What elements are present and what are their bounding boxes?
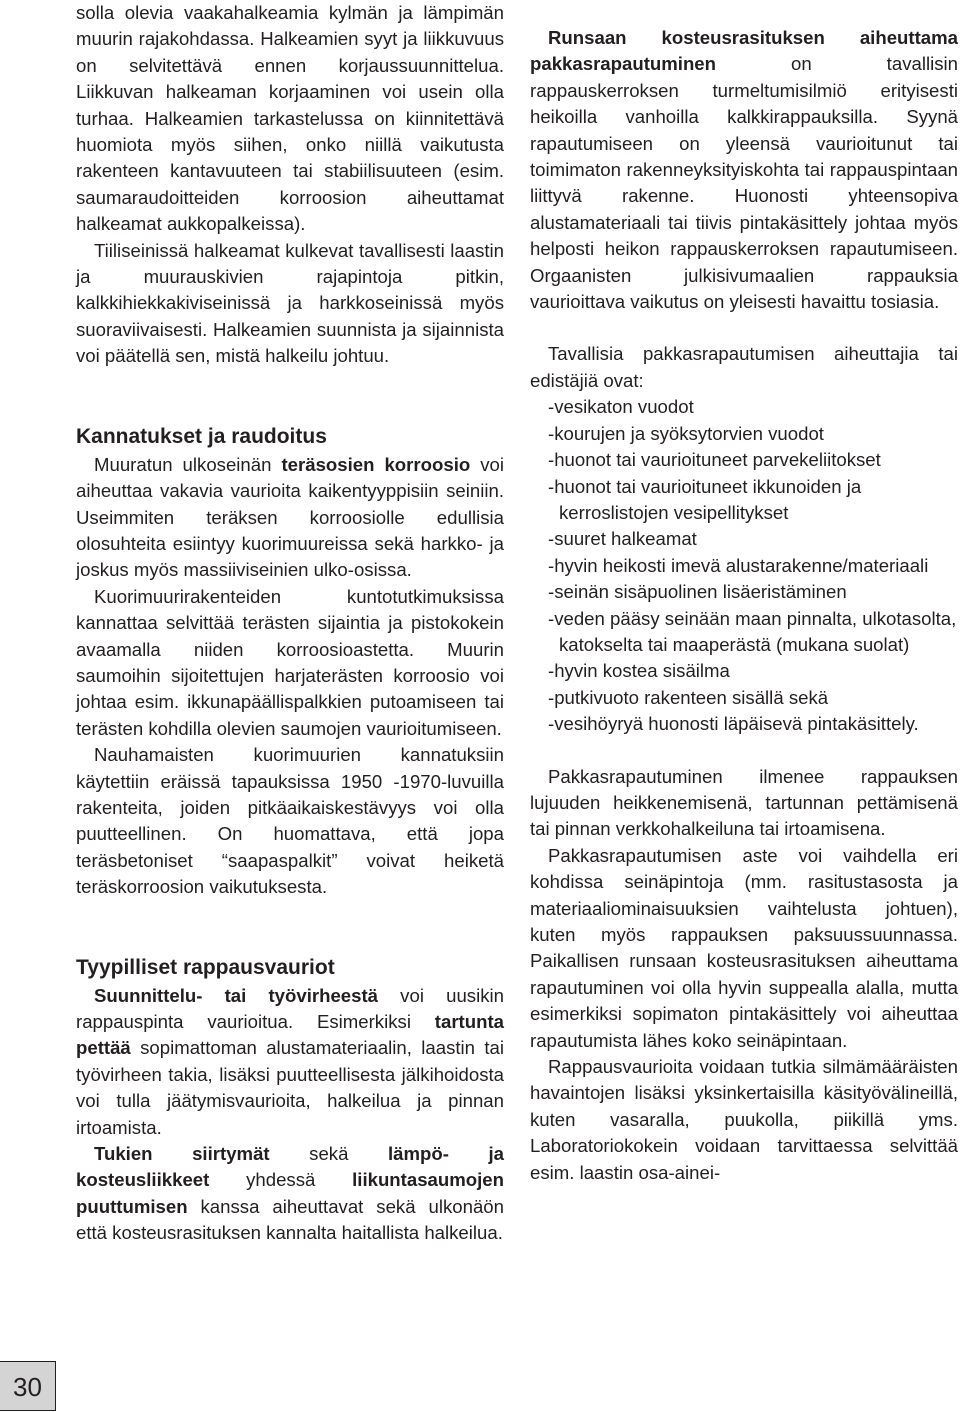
list-item: -veden pääsy seinään maan pinnalta, ulkotasolta, katokselta tai maaperästä (mukana suolat): [548, 607, 957, 655]
paragraph: solla olevia vaakahalkeamia kylmän ja lämpimän muurin rajakohdassa. Halkeamien syyt ja liikkuvuus on selvitettävä ennen korjaussuunnittelua. Liikkuvan halkeaman korjaaminen voi usein olla turhaa. Halkeamien tarkastelussa on kiinnitettävä huomiota myös siihen, onko niillä vaikutusta rakenteen kantavuuteen tai stabiilisuuteen (esim. saumaraudoitteiden korroosion aiheuttamat halkeamat aukkopalkeissa).: [76, 2, 504, 235]
paragraph: Rappausvaurioita voidaan tutkia silmämääräisten havaintojen lisäksi yksinkertaisilla käsityövälineillä, kuten vasaralla, puukolla, piikillä yms. Laboratoriokokein voidaan tarvittaessa selvittää esim. laastin osa-ainei-: [530, 1056, 958, 1183]
section-heading-rappausvauriot: Tyypilliset rappausvauriot: [76, 955, 335, 979]
paragraph: Pakkasrapautumisen aste voi vaihdella eri kohdissa seinäpintoja (mm. rasitustasosta ja materiaaliominaisuuksien vaihtelusta johtuen), kuten myös rappauksen paksuussuunnassa. Paikallisen runsaan kosteusrasituksen aiheuttama rapautuminen voi olla hyvin suppealla alalla, mutta esimerkiksi sopimaton pintakäsittely voi aiheuttaa rapautumista lähes koko seinäpintaan.: [530, 844, 958, 1051]
paragraph: Tukien siirtymät sekä lämpö- ja kosteusliikkeet yhdessä liikuntasaumojen puuttumisen kanssa aiheuttavat sekä ulkonäön että kosteusrasituksen kannalta haitallista halkeilua.: [76, 1143, 505, 1244]
paragraph: Pakkasrapautuminen ilmenee rappauksen lujuuden heikkenemisenä, tartunnan pettämisenä tai pinnan verkkohalkeiluna tai irtoamisena.: [530, 765, 958, 840]
list-intro: Tavallisia pakkasrapautumisen aiheuttajia tai edistäjiä ovat:: [530, 343, 958, 391]
list-item: -huonot tai vaurioituneet parvekeliitokset: [548, 449, 881, 471]
page-number: 30: [0, 1361, 56, 1411]
cause-list: [530, 394, 958, 737]
list-item: -huonot tai vaurioituneet ikkunoiden ja kerroslistojen vesipellitykset: [548, 475, 862, 523]
paragraph: Tiiliseinissä halkeamat kulkevat tavallisesti laastin ja muurauskivien rajapintoja pitkin, kalkkihiekkakiviseinissä ja harkkoseinissä myös suoraviivaisesti. Halkeamien suunnista ja sijainnista voi päätellä sen, mistä halkeilu johtuu.: [76, 239, 504, 367]
list-item: -vesikaton vuodot: [548, 396, 694, 418]
list-item: -hyvin kostea sisäilma: [548, 660, 730, 682]
list-item: -suuret halkeamat: [548, 528, 697, 550]
right-column: [530, 0, 958, 1186]
list-item: -kourujen ja syöksytorvien vuodot: [548, 422, 824, 444]
paragraph: Nauhamaisten kuorimuurien kannatuksiin käytettiin eräissä tapauksissa 1950 -1970-luvuilla rakenteita, joiden pitkäaikaiskestävyys voi olla puutteellinen. On huomattava, että jopa teräsbetoniset “saapaspalkit” voivat heiketä teräskorroosion vaikutuksesta.: [76, 744, 504, 898]
paragraph: Kuorimuurirakenteiden kuntotutkimuksissa kannattaa selvittää terästen sijaintia ja pistokokein avaamalla niiden korroosioastetta. Muurin saumoihin sijoitettujen harjaterästen korroosio voi johtaa esim. ikkunapäällispalkkien putoamiseen tai terästen kohdilla olevien saumojen vaurioitumiseen.: [76, 585, 504, 739]
list-item: -seinän sisäpuolinen lisäeristäminen: [548, 581, 847, 603]
section-heading-kannatukset: Kannatukset ja raudoitus: [76, 424, 327, 448]
paragraph: Suunnittelu- tai työvirheestä voi uusikin rappauspinta vaurioitua. Esimerkiksi tartunta pettää sopimattoman alustamateriaalin, laastin tai työvirheen takia, lisäksi puutteellisesta jälkihoidosta voi tulla jäätymisvaurioita, halkeilua ja pinnan irtoamista.: [76, 984, 504, 1138]
list-item: -putkivuoto rakenteen sisällä sekä: [548, 686, 829, 708]
paragraph: Muuratun ulkoseinän teräsosien korroosio voi aiheuttaa vakavia vaurioita kaikentyyppisiin seiniin. Useimmiten teräksen korroosiolle edullisia olosuhteita esiintyy kuorimuureissa sekä harkko- ja joskus myös massiiviseinien ulko-osissa.: [76, 453, 504, 581]
list-item: -vesihöyryä huonosti läpäisevä pintakäsittely.: [548, 713, 919, 735]
paragraph: Runsaan kosteusrasituksen aiheuttama pakkasrapautuminen on tavallisin rappauskerroksen turmeltumisilmiö erityisesti heikoilla vanhoilla kalkkirappauksilla. Syynä rapautumiseen on yleensä vaurioitunut tai toimimaton rakenneyksityiskohta tai rappauspintaan liittyvä rakenne. Huonosti yhteensopiva alustamateriaali tai tiivis pintakäsittely johtaa myös helposti heikon rappauskerroksen rapautumiseen. Orgaanisten julkisivumaalien rappauksia vaurioittava vaikutus on yleisesti havaittu tosiasia.: [530, 27, 958, 313]
list-item: -hyvin heikosti imevä alustarakenne/materiaali: [548, 554, 929, 576]
left-column: [76, 0, 504, 1247]
